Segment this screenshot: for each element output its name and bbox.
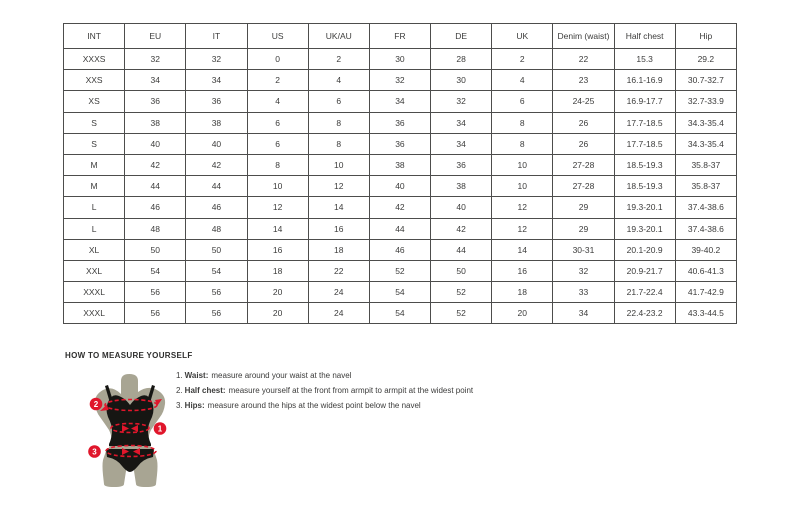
column-header: Hip <box>675 24 736 49</box>
step-number: 3. <box>176 401 183 410</box>
size-cell: 36 <box>431 154 492 175</box>
size-cell: 19.3-20.1 <box>614 218 675 239</box>
size-cell: 32.7-33.9 <box>675 91 736 112</box>
size-cell: 30 <box>369 49 430 70</box>
size-cell: 12 <box>492 197 553 218</box>
size-cell: 26 <box>553 112 614 133</box>
size-cell: 8 <box>308 112 369 133</box>
step-text: measure yourself at the front from armpit to armpit at the widest point <box>228 386 474 395</box>
size-cell: 18 <box>247 260 308 281</box>
size-cell: 18 <box>308 239 369 260</box>
size-cell: 17.7-18.5 <box>614 112 675 133</box>
size-cell: 22.4-23.2 <box>614 303 675 324</box>
column-header: US <box>247 24 308 49</box>
size-cell: 27-28 <box>553 154 614 175</box>
size-cell: 12 <box>247 197 308 218</box>
step-text: measure around the hips at the widest point below the navel <box>207 401 421 410</box>
measure-step-hips <box>176 402 473 410</box>
size-cell: 18.5-19.3 <box>614 154 675 175</box>
size-cell: 18.5-19.3 <box>614 176 675 197</box>
size-cell: 46 <box>125 197 186 218</box>
size-cell: 20.9-21.7 <box>614 260 675 281</box>
size-cell: 29 <box>553 218 614 239</box>
size-row <box>64 176 737 197</box>
size-cell: 44 <box>431 239 492 260</box>
size-cell: 0 <box>247 49 308 70</box>
size-cell: 37.4-38.6 <box>675 218 736 239</box>
size-cell: 43.3-44.5 <box>675 303 736 324</box>
size-cell: 56 <box>186 303 247 324</box>
size-row <box>64 133 737 154</box>
size-cell: 54 <box>369 282 430 303</box>
column-header: FR <box>369 24 430 49</box>
size-cell: 20 <box>247 282 308 303</box>
size-cell: 12 <box>308 176 369 197</box>
size-cell: 35.8-37 <box>675 154 736 175</box>
size-cell: 54 <box>186 260 247 281</box>
size-cell: 17.7-18.5 <box>614 133 675 154</box>
size-row <box>64 70 737 91</box>
size-cell: 38 <box>125 112 186 133</box>
chest-badge-number: 2 <box>93 400 99 409</box>
size-cell: 18 <box>492 282 553 303</box>
measure-steps-list <box>176 372 473 417</box>
size-cell: 2 <box>308 49 369 70</box>
size-cell: 32 <box>125 49 186 70</box>
size-cell: 50 <box>125 239 186 260</box>
size-cell: 54 <box>369 303 430 324</box>
size-cell: 20 <box>492 303 553 324</box>
size-cell: 8 <box>492 133 553 154</box>
size-cell: 40 <box>431 197 492 218</box>
size-cell: 23 <box>553 70 614 91</box>
size-chart-header-row <box>64 24 737 49</box>
size-cell: 34.3-35.4 <box>675 112 736 133</box>
size-cell: 33 <box>553 282 614 303</box>
hip-badge <box>88 445 101 458</box>
size-cell: 42 <box>431 218 492 239</box>
size-cell: XXL <box>64 260 125 281</box>
size-cell: 19.3-20.1 <box>614 197 675 218</box>
column-header: DE <box>431 24 492 49</box>
size-cell: 44 <box>369 218 430 239</box>
size-cell: 37.4-38.6 <box>675 197 736 218</box>
size-cell: 36 <box>369 112 430 133</box>
size-cell: L <box>64 197 125 218</box>
size-cell: 12 <box>492 218 553 239</box>
size-cell: 8 <box>492 112 553 133</box>
size-cell: 34 <box>553 303 614 324</box>
size-cell: 24-25 <box>553 91 614 112</box>
measurement-figure-illustration <box>85 370 185 490</box>
size-cell: XL <box>64 239 125 260</box>
size-cell: 44 <box>125 176 186 197</box>
size-cell: 30.7-32.7 <box>675 70 736 91</box>
column-header: INT <box>64 24 125 49</box>
size-cell: 52 <box>369 260 430 281</box>
size-row <box>64 112 737 133</box>
column-header: IT <box>186 24 247 49</box>
size-cell: 38 <box>186 112 247 133</box>
size-cell: 38 <box>431 176 492 197</box>
size-cell: 16.9-17.7 <box>614 91 675 112</box>
size-cell: 36 <box>186 91 247 112</box>
size-cell: 20.1-20.9 <box>614 239 675 260</box>
size-cell: 56 <box>125 282 186 303</box>
size-cell: 22 <box>553 49 614 70</box>
size-cell: 34 <box>186 70 247 91</box>
size-cell: 54 <box>125 260 186 281</box>
size-cell: 30 <box>431 70 492 91</box>
size-cell: 34 <box>431 133 492 154</box>
size-cell: 46 <box>369 239 430 260</box>
size-cell: 10 <box>308 154 369 175</box>
size-cell: 16.1-16.9 <box>614 70 675 91</box>
size-cell: 50 <box>431 260 492 281</box>
size-cell: 39-40.2 <box>675 239 736 260</box>
size-cell: L <box>64 218 125 239</box>
size-cell: 4 <box>492 70 553 91</box>
size-cell: 34.3-35.4 <box>675 133 736 154</box>
step-term: Half chest: <box>184 386 226 395</box>
size-cell: M <box>64 154 125 175</box>
measure-step-waist <box>176 372 473 380</box>
size-cell: 4 <box>247 91 308 112</box>
size-cell: 44 <box>186 176 247 197</box>
size-cell: 41.7-42.9 <box>675 282 736 303</box>
size-cell: 48 <box>186 218 247 239</box>
size-cell: 10 <box>492 176 553 197</box>
size-cell: 16 <box>492 260 553 281</box>
size-cell: 28 <box>431 49 492 70</box>
size-cell: 35.8-37 <box>675 176 736 197</box>
size-cell: 52 <box>431 303 492 324</box>
size-cell: 14 <box>492 239 553 260</box>
size-cell: 24 <box>308 303 369 324</box>
size-cell: S <box>64 133 125 154</box>
size-cell: M <box>64 176 125 197</box>
column-header: UK/AU <box>308 24 369 49</box>
size-cell: 16 <box>247 239 308 260</box>
size-cell: 6 <box>308 91 369 112</box>
size-cell: 56 <box>186 282 247 303</box>
size-cell: 52 <box>431 282 492 303</box>
size-cell: 36 <box>369 133 430 154</box>
step-term: Hips: <box>184 401 205 410</box>
size-cell: 34 <box>369 91 430 112</box>
size-cell: 40 <box>186 133 247 154</box>
size-chart-table <box>63 23 737 324</box>
size-cell: 8 <box>247 154 308 175</box>
size-cell: 42 <box>369 197 430 218</box>
hip-badge-number: 3 <box>92 447 97 457</box>
size-cell: 6 <box>247 112 308 133</box>
size-cell: 6 <box>492 91 553 112</box>
how-to-measure-title: HOW TO MEASURE YOURSELF <box>65 351 193 360</box>
size-cell: 14 <box>308 197 369 218</box>
step-term: Waist: <box>184 371 209 380</box>
size-row <box>64 260 737 281</box>
step-number: 2. <box>176 386 183 395</box>
size-cell: 40 <box>125 133 186 154</box>
size-cell: XXXS <box>64 49 125 70</box>
size-cell: 2 <box>247 70 308 91</box>
size-cell: 26 <box>553 133 614 154</box>
waist-badge-number: 1 <box>157 424 163 434</box>
size-row <box>64 91 737 112</box>
size-cell: 24 <box>308 282 369 303</box>
size-cell: 42 <box>125 154 186 175</box>
size-cell: 2 <box>492 49 553 70</box>
size-cell: 16 <box>308 218 369 239</box>
size-cell: 32 <box>431 91 492 112</box>
chest-badge <box>90 398 103 411</box>
measure-step-half-chest <box>176 387 473 395</box>
size-row <box>64 49 737 70</box>
size-cell: XXXL <box>64 282 125 303</box>
size-cell: 4 <box>308 70 369 91</box>
size-cell: 40.6-41.3 <box>675 260 736 281</box>
size-cell: 20 <box>247 303 308 324</box>
size-row <box>64 303 737 324</box>
size-row <box>64 197 737 218</box>
size-cell: 10 <box>492 154 553 175</box>
size-cell: 34 <box>431 112 492 133</box>
size-cell: 32 <box>186 49 247 70</box>
size-cell: 27-28 <box>553 176 614 197</box>
column-header: UK <box>492 24 553 49</box>
size-cell: 40 <box>369 176 430 197</box>
size-cell: 30-31 <box>553 239 614 260</box>
size-row <box>64 282 737 303</box>
size-row <box>64 218 737 239</box>
size-row <box>64 154 737 175</box>
size-cell: XXXL <box>64 303 125 324</box>
size-cell: 8 <box>308 133 369 154</box>
waist-badge <box>154 422 167 435</box>
size-cell: 15.3 <box>614 49 675 70</box>
size-cell: 6 <box>247 133 308 154</box>
size-cell: 32 <box>553 260 614 281</box>
step-number: 1. <box>176 371 183 380</box>
size-cell: XXS <box>64 70 125 91</box>
size-cell: 36 <box>125 91 186 112</box>
size-cell: 48 <box>125 218 186 239</box>
size-cell: 34 <box>125 70 186 91</box>
size-cell: 32 <box>369 70 430 91</box>
size-cell: 21.7-22.4 <box>614 282 675 303</box>
step-text: measure around your waist at the navel <box>211 371 352 380</box>
size-cell: XS <box>64 91 125 112</box>
size-cell: 42 <box>186 154 247 175</box>
size-row <box>64 239 737 260</box>
column-header: EU <box>125 24 186 49</box>
size-cell: 46 <box>186 197 247 218</box>
size-cell: 50 <box>186 239 247 260</box>
size-cell: 10 <box>247 176 308 197</box>
size-cell: S <box>64 112 125 133</box>
size-cell: 14 <box>247 218 308 239</box>
size-cell: 22 <box>308 260 369 281</box>
column-header: Denim (waist) <box>553 24 614 49</box>
column-header: Half chest <box>614 24 675 49</box>
size-cell: 29.2 <box>675 49 736 70</box>
size-cell: 38 <box>369 154 430 175</box>
size-cell: 29 <box>553 197 614 218</box>
size-cell: 56 <box>125 303 186 324</box>
